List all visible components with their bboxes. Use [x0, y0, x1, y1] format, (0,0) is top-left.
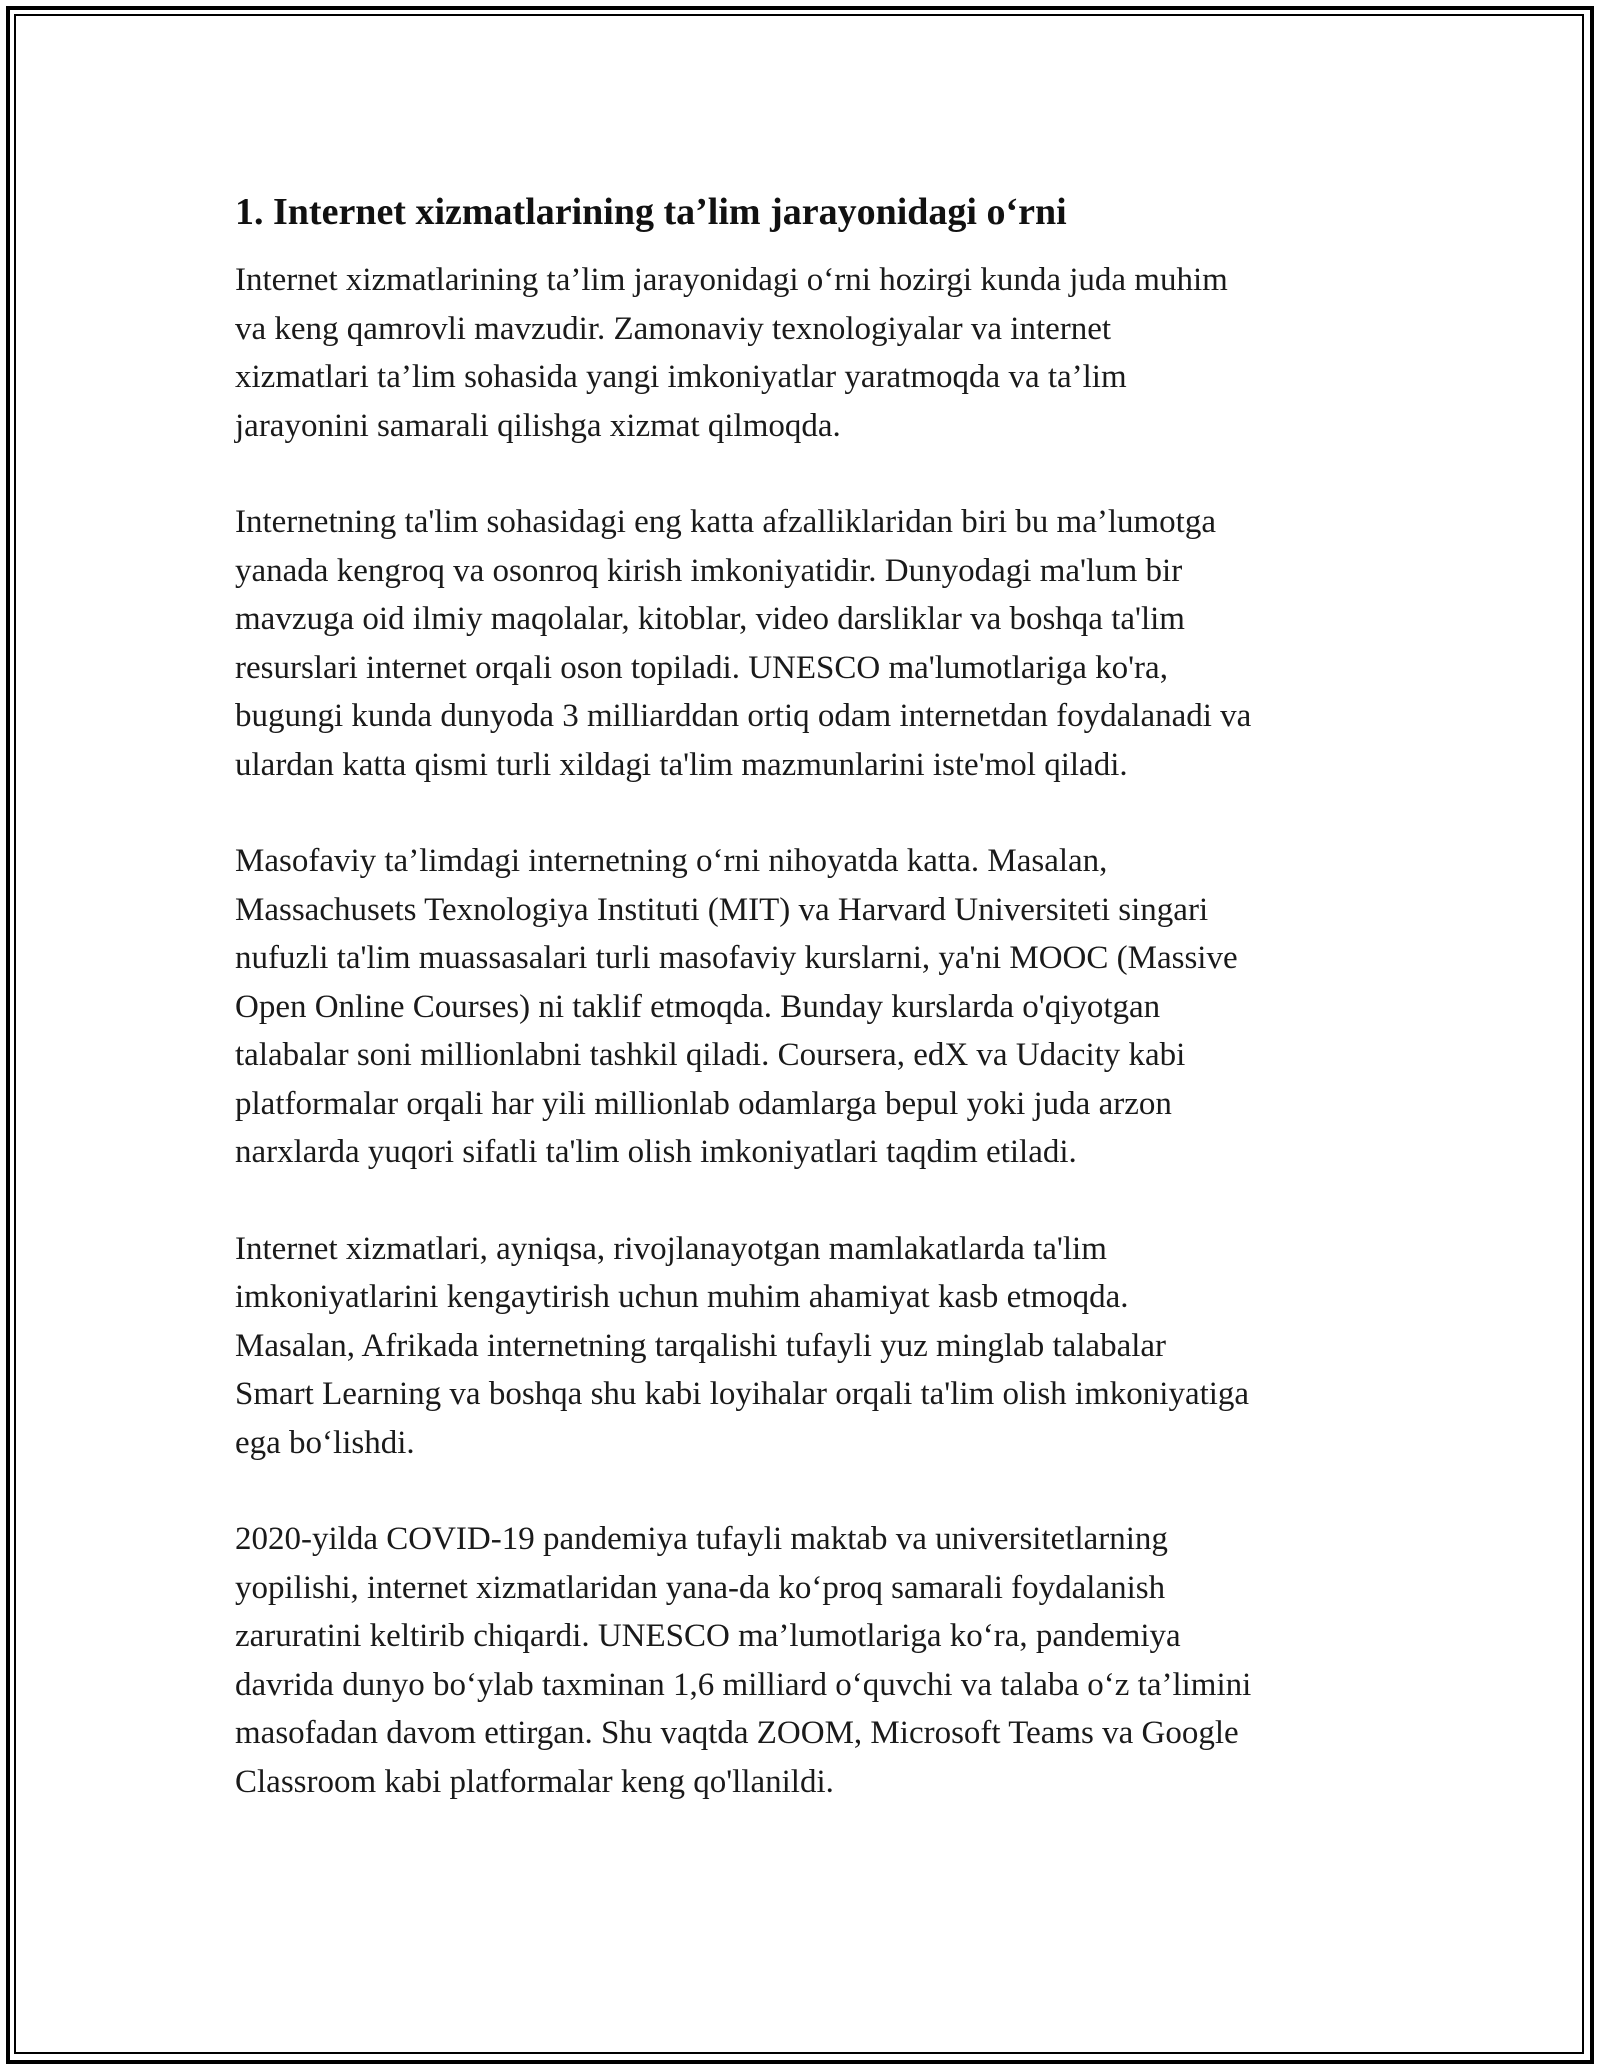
paragraph-line: resurslari internet orqali oson topiladi. UNESCO ma'lumotlariga ko'ra,	[235, 649, 1168, 686]
paragraph-line: Internet xizmatlari, ayniqsa, rivojlanayotgan mamlakatlarda ta'lim	[235, 1230, 1107, 1267]
paragraph-line: Internetning ta'lim sohasidagi eng katta afzalliklaridan biri bu ma’lumotga	[235, 504, 1216, 540]
paragraph-line: yanada kengroq va osonroq kirish imkoniyatidir. Dunyodagi ma'lum bir	[235, 552, 1183, 589]
paragraph-line: talabalar soni millionlabni tashkil qiladi. Coursera, edX va Udacity kabi	[235, 1037, 1186, 1073]
paragraph-line: Masofaviy ta’limdagi internetning o‘rni nihoyatda katta. Masalan,	[235, 843, 1108, 879]
paragraph-line: Internet xizmatlarining ta’lim jarayonidagi o‘rni hozirgi kunda juda muhim	[235, 262, 1228, 298]
paragraph-line: ulardan katta qismi turli xildagi ta'lim mazmunlarini iste'mol qiladi.	[235, 746, 1128, 783]
paragraph-line: platformalar orqali har yili millionlab odamlarga bepul yoki juda arzon	[235, 1085, 1172, 1122]
paragraph-access	[235, 498, 1385, 789]
paragraph-line: 2020-yilda COVID-19 pandemiya tufayli maktab va universitetlarning	[235, 1521, 1168, 1557]
paragraph-line: davrida dunyo bo‘ylab taxminan 1,6 milliard o‘quvchi va talaba o‘z ta’limini	[235, 1666, 1252, 1703]
paragraph-line: masofadan davom ettirgan. Shu vaqtda ZOOM, Microsoft Teams va Google	[235, 1715, 1239, 1751]
paragraph-line: jarayonini samarali qilishga xizmat qilmoqda.	[235, 407, 841, 444]
paragraph-intro	[235, 256, 1385, 450]
paragraph-line: yopilishi, internet xizmatlaridan yana-da ko‘proq samarali foydalanish	[235, 1569, 1166, 1606]
paragraph-line: zaruratini keltirib chiqardi. UNESCO ma’lumotlariga ko‘ra, pandemiya	[235, 1618, 1181, 1654]
paragraph-line: Smart Learning va boshqa shu kabi loyihalar orqali ta'lim olish imkoniyatiga	[235, 1376, 1250, 1412]
paragraph-line: imkoniyatlarini kengaytirish uchun muhim ahamiyat kasb etmoqda.	[235, 1279, 1129, 1315]
paragraph-line: Open Online Courses) ni taklif etmoqda. Bunday kurslarda o'qiyotgan	[235, 988, 1161, 1025]
paragraph-line: va keng qamrovli mavzudir. Zamonaviy texnologiyalar va internet	[235, 310, 1112, 347]
document-body	[235, 186, 1385, 1854]
paragraph-line: narxlarda yuqori sifatli ta'lim olish imkoniyatlari taqdim etiladi.	[235, 1134, 1077, 1170]
paragraph-line: Classroom kabi platformalar keng qo'llanildi.	[235, 1763, 834, 1800]
paragraph-line: mavzuga oid ilmiy maqolalar, kitoblar, video darsliklar va boshqa ta'lim	[235, 601, 1185, 637]
paragraph-developing-countries	[235, 1225, 1385, 1468]
paragraph-line: ega bo‘lishdi.	[235, 1424, 415, 1461]
paragraph-line: xizmatlari ta’lim sohasida yangi imkoniyatlar yaratmoqda va ta’lim	[235, 359, 1127, 395]
paragraph-line: nufuzli ta'lim muassasalari turli masofaviy kurslarni, ya'ni MOOC (Massive	[235, 940, 1238, 976]
paragraph-line: bugungi kunda dunyoda 3 milliarddan ortiq odam internetdan foydalanadi va	[235, 698, 1252, 734]
paragraph-line: Massachusets Texnologiya Instituti (MIT) va Harvard Universiteti singari	[235, 891, 1209, 928]
paragraph-pandemic	[235, 1515, 1385, 1806]
paragraph-distance-learning	[235, 837, 1385, 1177]
paragraph-line: Masalan, Afrikada internetning tarqalishi tufayli yuz minglab talabalar	[235, 1327, 1167, 1364]
document-title: 1. Internet xizmatlarining ta’lim jarayonidagi o‘rni	[235, 191, 1067, 233]
